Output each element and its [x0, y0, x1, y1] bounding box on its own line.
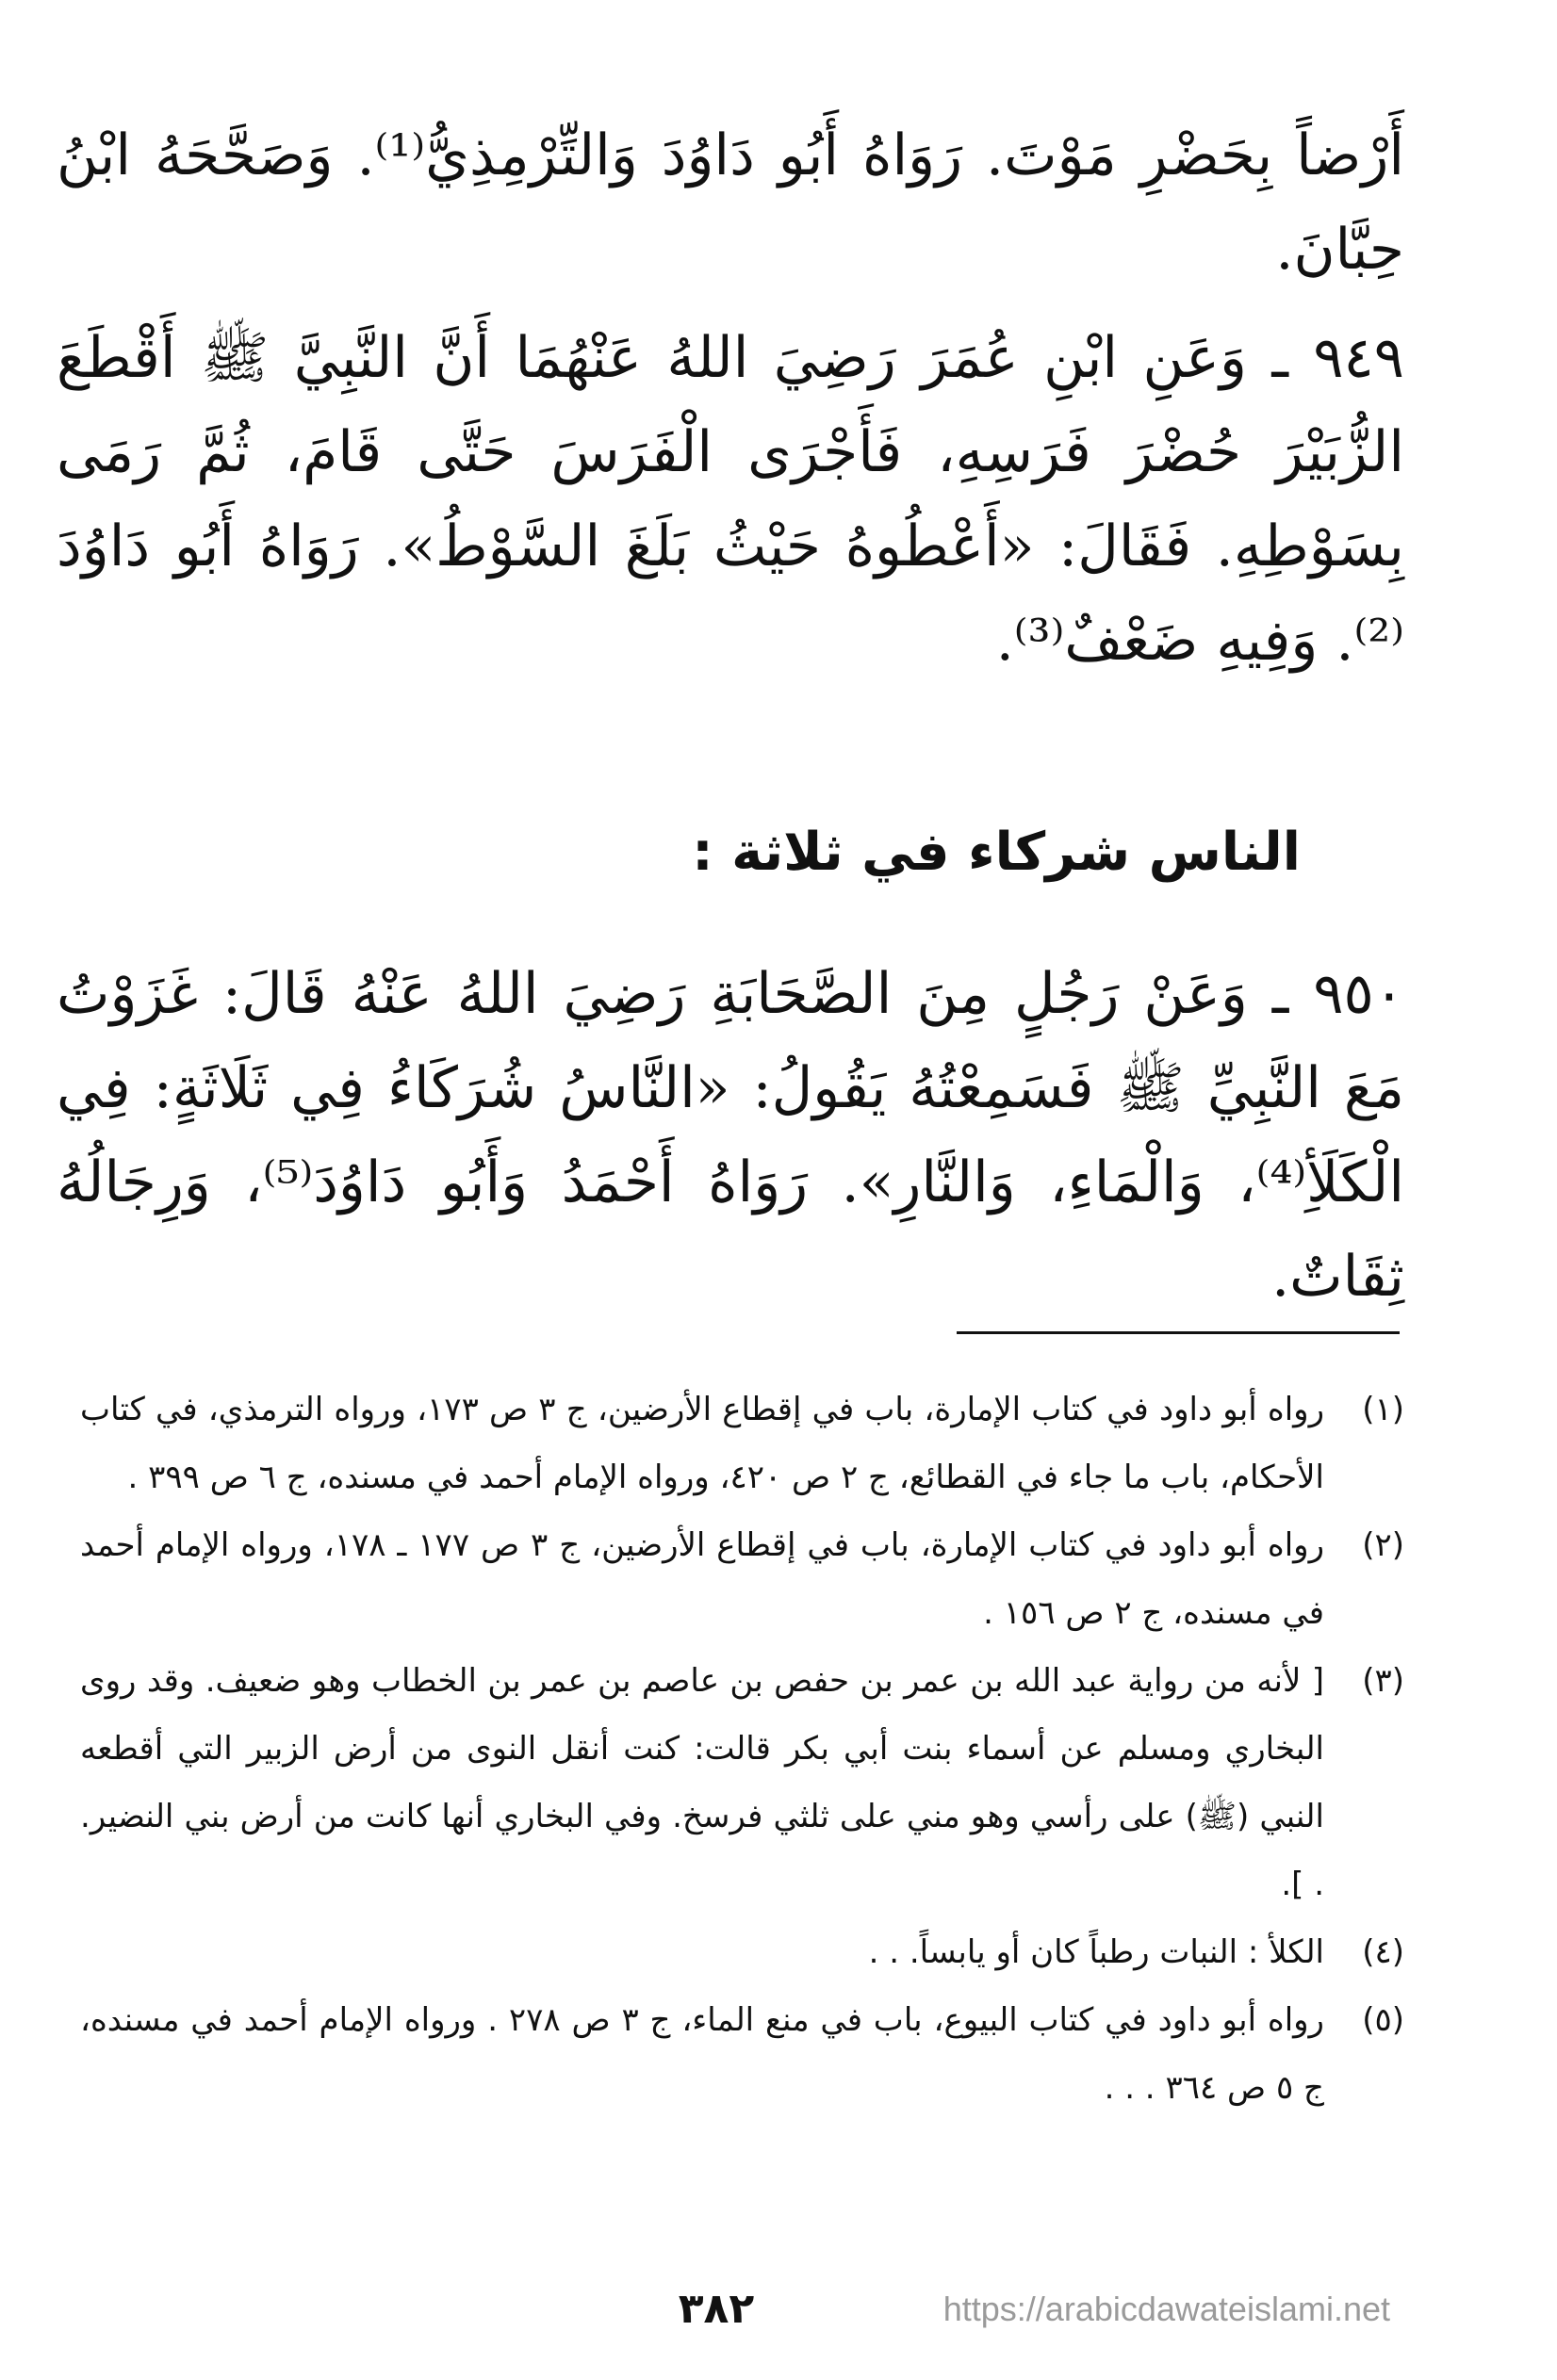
section-heading: الناس شركاء في ثلاثة :: [692, 822, 1301, 883]
footnote-4: [80, 1918, 1404, 1986]
footnote-text: [ لأنه من رواية عبد الله بن عمر بن حفص بن عاصم بن عمر بن الخطاب وهو ضعيف. وقد روى البخاري ومسلم عن أسماء بنت أبي بكر قالت: كنت أنقل النوى من أرض الزبير التي أقطعه النبي (ﷺ) على رأسي وهو مني على ثلثي فرسخ. وفي البخاري أنها كانت من أرض بني النضير. . ].: [80, 1662, 1324, 1903]
footnote-text: الكلأ : النبات رطباً كان أو يابساً. . .: [868, 1933, 1324, 1971]
footnote-number: (٤): [1362, 1933, 1404, 1971]
footnote-number: (١): [1362, 1391, 1404, 1428]
footnote-text: رواه أبو داود في كتاب الإمارة، باب في إقطاع الأرضين، ج ٣ ص ١٧٣، ورواه الترمذي، في كتاب الأحكام، باب ما جاء في القطائع، ج ٢ ص ٤٢٠، ورواه الإمام أحمد في مسنده، ج ٦ ص ٣٩٩ .: [80, 1391, 1324, 1496]
footnote-2: [80, 1511, 1404, 1647]
footnote-number: (٢): [1362, 1526, 1404, 1564]
paragraph-continuation: أَرْضاً بِحَضْرِ مَوْتَ. رَوَاهُ أَبُو دَاوُدَ وَالتِّرْمِذِيُّ⁽¹⁾. وَصَحَّحَهُ ابْنُ حِبَّانَ.: [57, 122, 1404, 283]
footnote-1: [80, 1376, 1404, 1511]
footnote-5: [80, 1986, 1404, 2122]
footnote-number: (٥): [1362, 2001, 1404, 2039]
footnote-3: [80, 1647, 1404, 1918]
hadith-949: ٩٤٩ ـ وَعَنِ ابْنِ عُمَرَ رَضِيَ اللهُ عَنْهُمَا أَنَّ النَّبِيَّ ﷺ أَقْطَعَ الزُّبَيْرَ حُضْرَ فَرَسِهِ، فَأَجْرَى الْفَرَسَ حَتَّى قَامَ، ثُمَّ رَمَى بِسَوْطِهِ. فَقَالَ: «أَعْطُوهُ حَيْثُ بَلَغَ السَّوْطُ». رَوَاهُ أَبُو دَاوُدَ ⁽²⁾. وَفِيهِ ضَعْفٌ⁽³⁾.: [57, 325, 1404, 674]
footnotes: [80, 1376, 1404, 2122]
footnote-number: (٣): [1362, 1662, 1404, 1700]
hadith-950: ٩٥٠ ـ وَعَنْ رَجُلٍ مِنَ الصَّحَابَةِ رَضِيَ اللهُ عَنْهُ قَالَ: غَزَوْتُ مَعَ النَّبِيِّ ﷺ فَسَمِعْتُهُ يَقُولُ: «النَّاسُ شُرَكَاءُ فِي ثَلَاثَةٍ: فِي الْكَلَأِ⁽⁴⁾، وَالْمَاءِ، وَالنَّارِ». رَوَاهُ أَحْمَدُ وَأَبُو دَاوُدَ⁽⁵⁾، وَرِجَالُهُ ثِقَاتٌ.: [57, 961, 1404, 1310]
watermark-url: https://arabicdawateislami.net: [942, 2290, 1390, 2328]
footnote-text: رواه أبو داود في كتاب الإمارة، باب في إقطاع الأرضين، ج ٣ ص ١٧٧ ـ ١٧٨، ورواه الإمام أحمد في مسنده، ج ٢ ص ١٥٦ .: [80, 1526, 1325, 1632]
footnote-separator: [957, 1331, 1400, 1334]
page-number: ٣٨٢: [678, 2285, 755, 2333]
footnote-text: رواه أبو داود في كتاب البيوع، باب في منع الماء، ج ٣ ص ٢٧٨ . ورواه الإمام أحمد في مسنده، ج ٥ ص ٣٦٤ . . .: [80, 2001, 1324, 2107]
